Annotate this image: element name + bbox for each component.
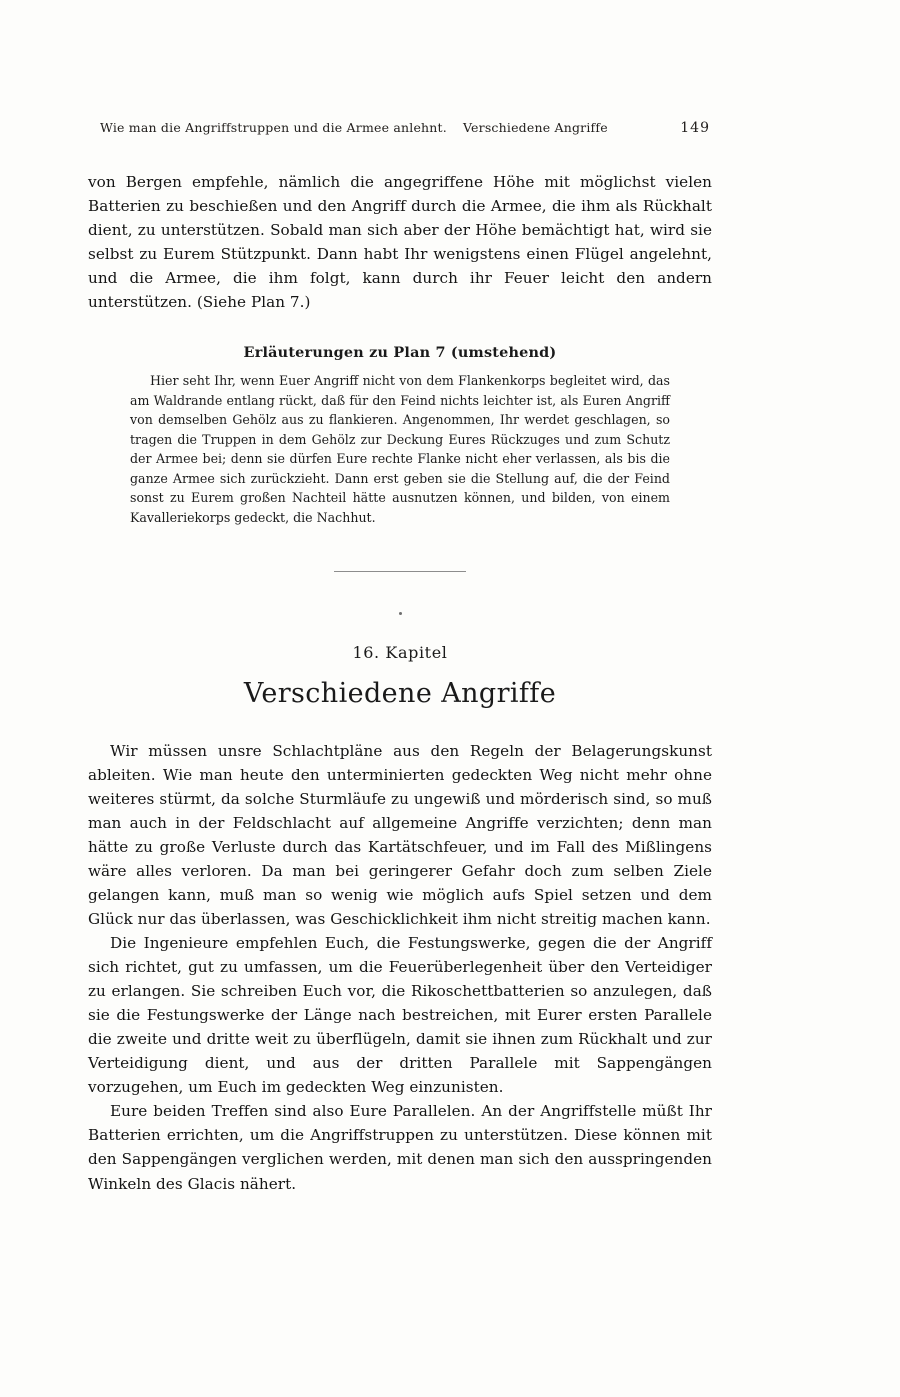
top-paragraph: von Bergen empfehle, nämlich die angegriffene Höhe mit möglichst vielen Batterien zu beschießen und den Angriff durch die Armee, die ihm als Rückhalt dient, zu unterstützen. Sobald man sich aber der Höhe bemächtigt hat, wird sie selbst zu Eurem Stützpunkt. Dann habt Ihr wenigstens einen Flügel angelehnt, und die Armee, die ihm folgt, kann durch ihr Feuer leicht den andern unterstützen. (Siehe Plan 7.)	[88, 173, 712, 312]
chapter-body	[88, 739, 712, 1195]
running-head-titles	[88, 120, 608, 135]
chapter-number: 16. Kapitel	[352, 643, 448, 663]
chapter-heading	[88, 643, 712, 709]
ornament-dot-wrap	[88, 612, 712, 615]
note-title: Erläuterungen zu Plan 7 (umstehend)	[243, 344, 557, 362]
page-content	[88, 120, 712, 1196]
top-paragraph-block	[88, 170, 712, 314]
section-divider	[88, 571, 712, 572]
running-head-right-text: Verschiedene Angriffe	[462, 120, 608, 135]
chapter-paragraph: Die Ingenieure empfehlen Euch, die Festungswerke, gegen die der Angriff sich richtet, gut zu umfassen, um die Feuerüberlegenheit über den Verteidiger zu erlangen. Sie schreiben Euch vor, die Rikoschettbatterien so anzulegen, daß sie die Festungswerke der Länge nach bestreichen, mit Eurer ersten Parallele die zweite und dritte weit zu überflügeln, damit sie ihnen zum Rückhalt und zur Verteidigung dient, und aus der dritten Parallele mit Sappengängen vorzugehen, um Euch im gedeckten Weg einzunisten.	[88, 934, 712, 1097]
page-number: 149	[680, 120, 710, 136]
divider-rule	[334, 571, 466, 572]
running-head-left-text: Wie man die Angriffstruppen und die Armee anlehnt.	[100, 120, 447, 135]
chapter-paragraph: Wir müssen unsre Schlachtpläne aus den Regeln der Belagerungskunst ableiten. Wie man heute den unterminierten gedeckten Weg nicht mehr ohne weiteres stürmt, da solche Sturmläufe zu ungewiß und mörderisch sind, so muß man auch in der Feldschlacht auf allgemeine Angriffe verzichten; denn man hätte zu große Verluste durch das Kartätschfeuer, und im Fall des Mißlingens wäre alles verloren. Da man bei geringerer Gefahr doch zum selben Ziele gelangen kann, muß man so wenig wie möglich aufs Spiel setzen und dem Glück nur das überlassen, was Geschicklichkeit ihm nicht streitig machen kann.	[88, 742, 712, 929]
ornament-dot	[399, 612, 402, 615]
note-block	[88, 344, 712, 527]
note-text: Hier seht Ihr, wenn Euer Angriff nicht von dem Flankenkorps begleitet wird, das am Waldrande entlang rückt, daß für den Feind nichts leichter ist, als Euren Angriff von demselben Gehölz aus zu flankieren. Angenommen, Ihr werdet geschlagen, so tragen die Truppen in dem Gehölz zur Deckung Eures Rückzuges und zum Schutz der Armee bei; denn sie dürfen Eure rechte Flanke nicht eher verlassen, als bis die ganze Armee sich zurückzieht. Dann erst geben sie die Stellung auf, die der Feind sonst zu Eurem großen Nachteil hätte ausnutzen können, und bilden, von einem Kavalleriekorps gedeckt, die Nachhut.	[130, 373, 670, 525]
chapter-title: Verschiedene Angriffe	[243, 678, 557, 710]
chapter-paragraph: Eure beiden Treffen sind also Eure Parallelen. An der Angriffstelle müßt Ihr Batterien errichten, um die Angriffstruppen zu unterstützen. Diese können mit den Sappengängen verglichen werden, mit denen man sich den ausspringenden Winkeln des Glacis nähert.	[88, 1102, 712, 1193]
running-head	[88, 120, 712, 136]
